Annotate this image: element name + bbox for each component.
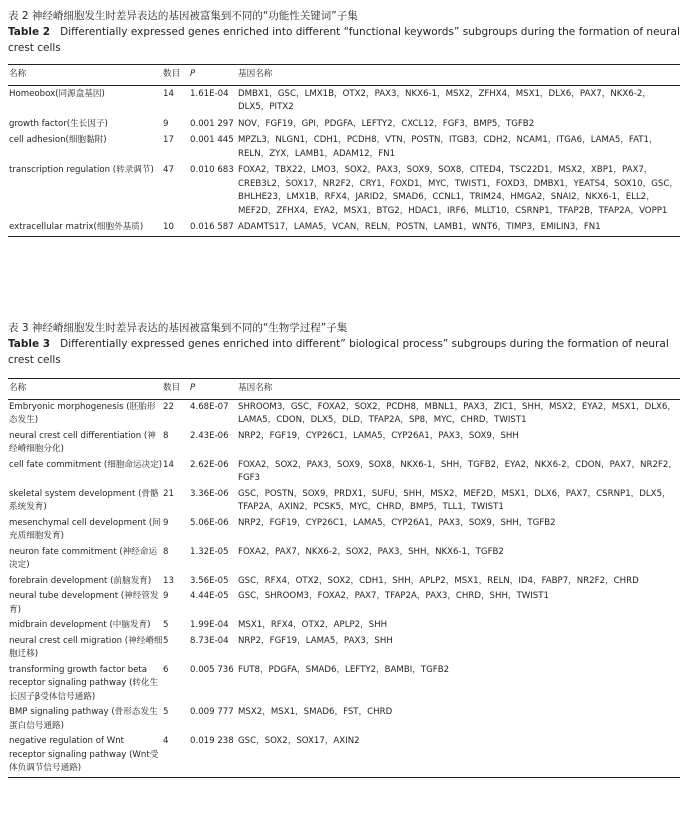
row-name: neural tube development (神经管发育) [9,591,159,615]
row-genes: NRP2，FGF19，CYP26C1，LAMA5，CYP26A1，PAX3，SOX9，SHH，TGFB2 [238,517,556,528]
table-caption-zh: 表 3 神经嵴细胞发生时差异表达的基因被富集到不同的“生物学过程”子集 [8,322,348,334]
header-name: 名称 [9,383,27,393]
row-genes: MSX1，RFX4，OTX2，APLP2，SHH [238,620,388,630]
table-caption-zh: 表 2 神经嵴细胞发生时差异表达的基因被富集到不同的“功能性关键词”子集 [8,10,358,22]
row-genes: GSC，SHROOM3，FOXA2，PAX7，TFAP2A，PAX3，CHRD，SHH，TWIST1 [238,591,549,601]
row-name: mesenchymal cell development (间充质细胞发育) [9,517,161,541]
row-name: forebrain development (前脑发育) [9,575,152,586]
row-p-value: 2.62E-06 [190,459,229,470]
row-name: extracellular matrix(细胞外基质) [9,222,144,232]
table-label: Table 3 [8,338,51,350]
row-genes: MSX2，MSX1，SMAD6，FST，CHRD [238,707,393,717]
header-p: P [190,383,196,393]
table-3 [8,321,680,778]
row-count: 9 [163,118,169,129]
row-genes: NRP2，FGF19，CYP26C1，LAMA5，CYP26A1，PAX3，SOX9，SHH [238,430,519,441]
table-caption-en [8,336,680,368]
row-count: 9 [163,517,169,528]
table-row [8,487,680,516]
table-label: Table 2 [8,26,51,38]
row-count: 8 [163,546,169,557]
row-genes: GSC，POSTN，SOX9，PRDX1，SUFU，SHH，MSX2，MEF2D，MSX1，DLX6，PAX7，CSRNP1，DLX5，TFAP2A，AXIN2，PCSK5，MYC，CHRD，BMP5，TLL1，TWIST1 [238,488,671,512]
row-p-value: 4.68E-07 [190,401,229,412]
header-p: P [190,69,196,79]
row-name: growth factor(生长因子) [9,118,108,129]
table-caption-en [8,24,680,56]
row-p-value: 0.005 736 [190,664,234,675]
row-count: 6 [163,664,169,675]
row-genes: FOXA2，TBX22，LMO3，SOX2，PAX3，SOX9，SOX8，CITED4，TSC22D1，MSX2，XBP1，PAX7，CREB3L2，SOX17，NR2F2，CRY1，FOXD1，MYC，TWIST1，FOXD3，DMBX1，YEATS4，SOX10，GSC，BHLHE23，LMX1B，RFX4，JARID2，SMAD6，CCNL1，TRIM24，HMGA2，SNAI2，NKX6-1，ELL2，MEF2D，ZFHX4，EYA2，MSX1，BTG2，HDAC1，IRF6，MLLT10，CSRNP1，TFAP2B，TFAP2A，VOPP1 [238,165,678,216]
row-count: 5 [163,620,169,630]
row-p-value: 2.43E-06 [190,430,229,441]
header-genes: 基因名称 [238,383,273,393]
row-genes: MPZL3，NLGN1，CDH1，PCDH8，VTN，POSTN，ITGB3，CDH2，NCAM1，ITGA6，LAMA5，FAT1，RELN，ZYX，LAMB1，ADAM12，FN1 [238,135,658,159]
table-row [8,86,680,116]
row-p-value: 1.61E-04 [190,88,229,99]
table-row [8,400,680,429]
row-p-value: 3.36E-06 [190,488,229,499]
row-p-value: 8.73E-04 [190,635,229,646]
table-row [8,545,680,574]
row-p-value: 0.019 238 [190,736,234,746]
row-genes: GSC，RFX4，OTX2，SOX2，CDH1，SHH，APLP2，MSX1，RELN，ID4，FABP7，NR2F2，CHRD [238,575,639,586]
row-count: 4 [163,736,169,746]
row-count: 5 [163,707,169,717]
row-name: skeletal system development (骨骼系统发育) [9,488,159,512]
row-genes: NRP2，FGF19，LAMA5，PAX3，SHH [238,635,393,646]
table-header [8,379,680,399]
row-genes: FUT8，PDGFA，SMAD6，LEFTY2，BAMBI，TGFB2 [238,664,450,675]
row-name: Embryonic morphogenesis (胚胎形态发生) [9,401,156,425]
row-genes: FOXA2，SOX2，PAX3，SOX9，SOX8，NKX6-1，SHH，TGFB2，EYA2，NKX6-2，CDON，PAX7，NR2F2，FGF3 [238,459,677,483]
table-2 [8,9,680,237]
row-p-value: 5.06E-06 [190,517,229,528]
row-p-value: 0.016 587 [190,222,234,232]
row-p-value: 1.99E-04 [190,620,229,630]
header-name: 名称 [9,69,27,79]
table-row [8,429,680,458]
header-genes: 基因名称 [238,69,273,79]
table-row [8,705,680,734]
row-count: 8 [163,430,169,441]
row-genes: ADAMTS17，LAMA5，VCAN，RELN，POSTN，LAMB1，WNT6，TIMP3，EMILIN3，FN1 [238,222,601,232]
table-row [8,458,680,487]
row-name: Homeobox(同源盒基因) [9,88,105,99]
row-name: negative regulation of Wnt receptor signaling pathway (Wnt受体负调节信号通路) [9,736,159,773]
row-count: 17 [163,135,174,145]
row-count: 9 [163,591,169,601]
row-p-value: 0.009 777 [190,707,234,717]
table-row [8,162,680,219]
row-count: 22 [163,401,174,412]
row-name: transforming growth factor beta receptor signaling pathway (转化生长因子β受体信号通路) [9,664,159,702]
row-name: transcription regulation (转录调节) [9,165,154,175]
bottom-rule [8,777,680,778]
row-name: neuron fate commitment (神经命运决定) [9,546,158,570]
header-count: 数目 [163,69,181,79]
row-count: 10 [163,222,174,232]
row-genes: FOXA2，PAX7，NKX6-2，SOX2，PAX3，SHH，NKX6-1，TGFB2 [238,546,504,557]
table-row [8,589,680,618]
row-count: 5 [163,635,169,646]
table-row [8,219,680,236]
table-row [8,663,680,706]
row-p-value: 3.56E-05 [190,575,229,586]
row-p-value: 0.010 683 [190,165,234,175]
row-genes: SHROOM3，GSC，FOXA2，SOX2，PCDH8，MBNL1，PAX3，ZIC1，SHH，MSX2，EYA2，MSX1，DLX6，LAMA5，CDON，DLX5，DLD，TFAP2A，SP8，MYC，CHRD，TWIST1 [238,401,676,425]
table-row [8,132,680,162]
row-p-value: 1.32E-05 [190,546,229,557]
table-body [8,400,680,777]
table-caption-text: Differentially expressed genes enriched into different” biological process” subgroups during the formation of neural crest cells [8,338,669,366]
bottom-rule [8,236,680,237]
row-count: 21 [163,488,174,499]
row-name: neural crest cell migration (神经嵴细胞迁移) [9,635,163,659]
table-row [8,574,680,590]
row-count: 47 [163,165,174,175]
row-genes: NOV，FGF19，GPI，PDGFA，LEFTY2，CXCL12，FGF3，BMP5，TGFB2 [238,118,535,129]
row-name: cell adhesion(细胞黏附) [9,135,107,145]
row-name: midbrain development (中脑发育) [9,620,151,630]
row-count: 14 [163,459,174,470]
row-count: 14 [163,88,174,99]
row-count: 13 [163,575,174,586]
table-row [8,516,680,545]
table-caption-text: Differentially expressed genes enriched into different “functional keywords” subgroups during the formation of neural crest cells [8,26,680,54]
header-count: 数目 [163,383,181,393]
table-body [8,86,680,236]
row-genes: DMBX1，GSC，LMX1B，OTX2，PAX3，NKX6-1，MSX2，ZFHX4，MSX1，DLX6，PAX7，NKX6-2，DLX5，PITX2 [238,88,651,112]
table-row [8,618,680,634]
table-header [8,65,680,85]
row-name: BMP signaling pathway (骨形态发生蛋白信号通路) [9,707,158,731]
row-name: neural crest cell differentiation (神经嵴细胞分化) [9,430,156,454]
row-p-value: 0.001 445 [190,135,234,145]
row-genes: GSC，SOX2，SOX17，AXIN2 [238,736,360,746]
table-row [8,734,680,777]
row-p-value: 0.001 297 [190,118,234,129]
row-name: cell fate commitment (细胞命运决定) [9,459,163,470]
row-p-value: 4.44E-05 [190,591,229,601]
table-row [8,634,680,663]
table-row [8,116,680,133]
